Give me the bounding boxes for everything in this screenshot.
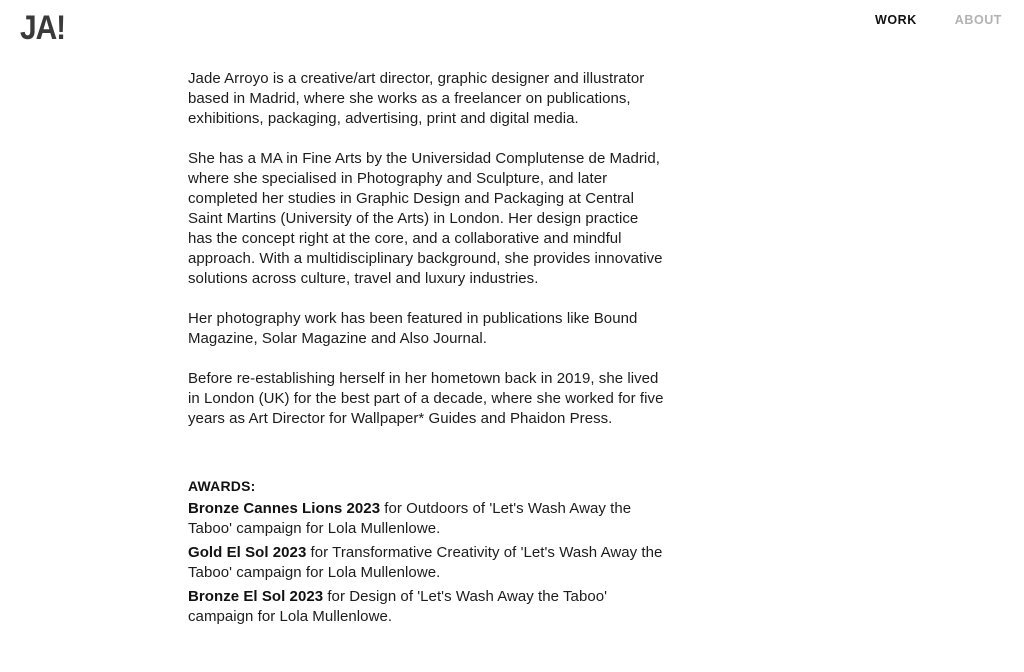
awards-section xyxy=(188,476,664,627)
award-entry xyxy=(188,587,664,627)
awards-heading: AWARDS: xyxy=(188,478,256,494)
main-navigation xyxy=(875,14,1002,27)
award-description: for Design of 'Let's Wash Away the Taboo' campaign for Lola Mullenlowe. xyxy=(188,588,608,625)
bio-paragraph-3: Her photography work has been featured in publications like Bound Magazine, Solar Magazine and Also Journal. xyxy=(188,310,638,347)
about-content xyxy=(188,69,664,631)
site-logo[interactable]: JA! xyxy=(20,9,66,47)
award-entry xyxy=(188,543,664,583)
award-description: for Transformative Creativity of 'Let's Wash Away the Taboo' campaign for Lola Mullenlowe. xyxy=(188,544,663,581)
site-header xyxy=(0,0,1024,62)
nav-link-about[interactable]: ABOUT xyxy=(954,13,1002,27)
award-title: Bronze El Sol 2023 xyxy=(188,588,324,605)
bio-paragraph-4: Before re-establishing herself in her hometown back in 2019, she lived in London (UK) for the best part of a decade, where she worked for five years as Art Director for Wallpaper* Guides and Phaidon Press. xyxy=(188,370,664,427)
award-entry xyxy=(188,499,664,539)
award-description: for Outdoors of 'Let's Wash Away the Taboo' campaign for Lola Mullenlowe. xyxy=(188,500,632,537)
award-title: Bronze Cannes Lions 2023 xyxy=(188,500,381,517)
award-title: Gold El Sol 2023 xyxy=(188,544,307,561)
nav-link-work[interactable]: WORK xyxy=(875,13,917,27)
bio-paragraph-1: Jade Arroyo is a creative/art director, graphic designer and illustrator based in Madrid, where she works as a freelancer on publications, exhibitions, packaging, advertising, print and digital media. xyxy=(188,70,645,127)
bio-paragraph-2: She has a MA in Fine Arts by the Universidad Complutense de Madrid, where she specialised in Photography and Sculpture, and later completed her studies in Graphic Design and Packaging at Central Saint Martins (University of the Arts) in London. Her design practice has the concept right at the core, and a collaborative and mindful approach. With a multidisciplinary background, she provides innovative solutions across culture, travel and luxury industries. xyxy=(188,150,663,287)
